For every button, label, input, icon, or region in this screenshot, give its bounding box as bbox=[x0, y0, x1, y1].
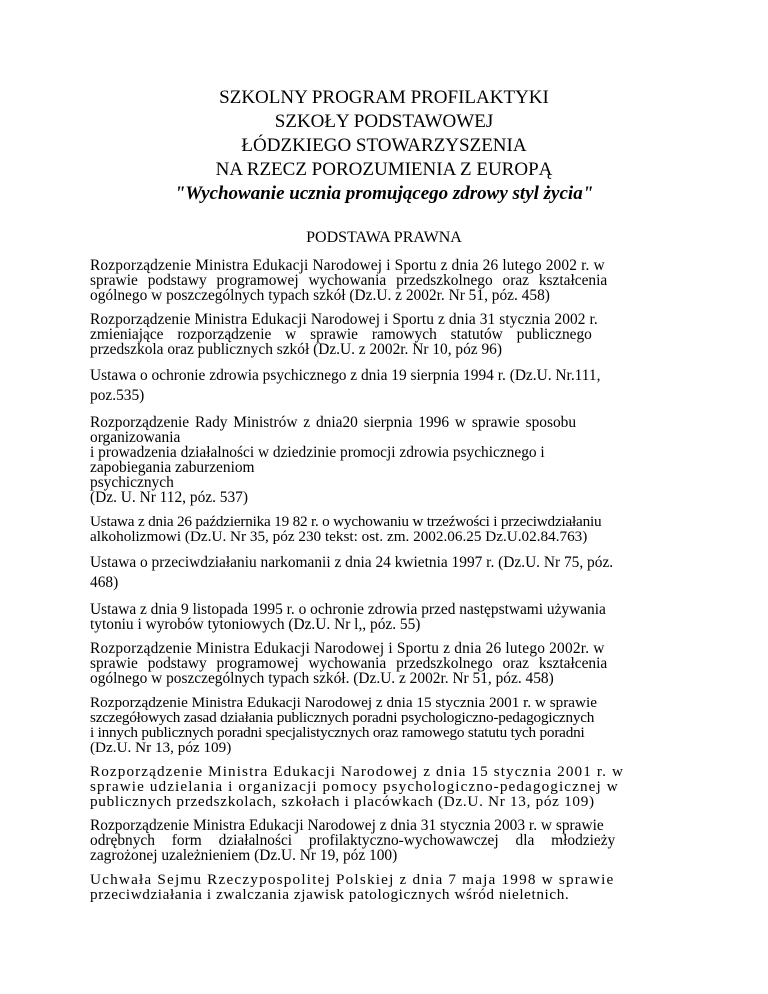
entry-line: przeciwdziałania i zwalczania zjawisk patologicznych wśród nieletnich. bbox=[90, 886, 570, 903]
entry-line: tytoniu i wyrobów tytoniowych (Dz.U. Nr l,, póz. 55) bbox=[90, 616, 421, 633]
document-subtitle: "Wychowanie ucznia promującego zdrowy styl życia" bbox=[174, 183, 594, 204]
entry-line: ogólnego w poszczególnych typach szkół. (Dz.U. z 2002r. Nr 51, póz. 458) bbox=[90, 670, 554, 687]
legal-entry bbox=[90, 818, 698, 863]
entry-line: zapobiegania zaburzeniom bbox=[90, 459, 255, 476]
entry-line: Rozporządzenie Ministra Edukacji Narodowej z dnia 15 stycznia 2001 r. w sprawie bbox=[90, 694, 597, 711]
entry-line: przedszkola oraz publicznych szkół (Dz.U. z 2002r. Nr 10, póz 96) bbox=[90, 341, 502, 358]
entry-line: Rozporządzenie Ministra Edukacji Narodowej i Sportu z dnia 26 lutego 2002 r. w bbox=[90, 257, 605, 274]
entry-line: i innych publicznych poradni specjalistycznych oraz ramowego statutu tych poradni bbox=[90, 724, 585, 741]
entry-line: Ustawa z dnia 26 października 19 82 r. o wychowaniu w trzeźwości i przeciwdziałaniu bbox=[90, 513, 602, 530]
entry-line: 468) bbox=[90, 574, 119, 591]
legal-entry bbox=[90, 872, 698, 902]
title-line-1: SZKOLNY PROGRAM PROFILAKTYKI bbox=[219, 87, 549, 108]
entry-line: psychicznych bbox=[90, 474, 174, 491]
entry-line: Ustawa z dnia 9 listopada 1995 r. o ochronie zdrowia przed następstwami używania bbox=[90, 601, 606, 618]
document-header bbox=[0, 86, 768, 206]
entry-line: Rozporządzenie Ministra Edukacji Narodowej z dnia 15 stycznia 2001 r. w bbox=[90, 763, 625, 780]
entry-line: publicznych przedszkolach, szkołach i placówkach (Dz.U. Nr 13, póz 109) bbox=[90, 793, 595, 810]
entry-line: Rozporządzenie Ministra Edukacji Narodowej i Sportu z dnia 31 stycznia 2002 r. bbox=[90, 311, 598, 328]
legal-entry bbox=[90, 764, 698, 809]
title-line-3: ŁÓDZKIEGO STOWARZYSZENIA bbox=[241, 135, 527, 156]
legal-basis-list bbox=[90, 258, 698, 911]
entry-line: zagrożonej uzależnieniem (Dz.U. Nr 19, póz 100) bbox=[90, 847, 398, 864]
entry-line: (Dz.U. Nr 13, póz 109) bbox=[90, 739, 232, 756]
legal-entry bbox=[90, 602, 698, 632]
legal-entry bbox=[90, 415, 698, 505]
title-line-2: SZKOŁY PODSTAWOWEJ bbox=[274, 111, 494, 132]
section-title: PODSTAWA PRAWNA bbox=[306, 229, 462, 246]
legal-entry bbox=[90, 641, 698, 686]
entry-line: Uchwała Sejmu Rzeczypospolitej Polskiej z dnia 7 maja 1998 w sprawie bbox=[90, 871, 615, 888]
legal-entry bbox=[90, 312, 698, 357]
entry-line: poz.535) bbox=[90, 387, 145, 404]
entry-line: Ustawa o przeciwdziałaniu narkomanii z dnia 24 kwietnia 1997 r. (Dz.U. Nr 75, póz. bbox=[90, 554, 614, 571]
entry-line: sprawie udzielania i organizacji pomocy psychologiczno-pedagogicznej w bbox=[90, 778, 619, 795]
entry-line: (Dz. U. Nr 112, póz. 537) bbox=[90, 489, 249, 506]
legal-entry bbox=[90, 366, 698, 406]
entry-line: sprawie podstawy programowej wychowania przedszkolnego oraz kształcenia bbox=[90, 655, 608, 672]
legal-entry bbox=[90, 514, 698, 544]
entry-line: Rozporządzenie Ministra Edukacji Narodowej z dnia 31 stycznia 2003 r. w sprawie bbox=[90, 817, 604, 834]
title-line-4: NA RZECZ POROZUMIENIA Z EUROPĄ bbox=[215, 159, 553, 180]
entry-line: i prowadzenia działalności w dziedzinie promocji zdrowia psychicznego i bbox=[90, 444, 545, 461]
entry-line: sprawie podstawy programowej wychowania przedszkolnego oraz kształcenia bbox=[90, 272, 608, 289]
legal-entry bbox=[90, 258, 698, 303]
entry-line: odrębnych form działalności profilaktyczno-wychowawczej dla młodzieży bbox=[90, 832, 616, 849]
entry-line: zmieniające rozporządzenie w sprawie ramowych statutów publicznego bbox=[90, 326, 592, 343]
legal-entry bbox=[90, 553, 698, 593]
entry-line: alkoholizmowi (Dz.U. Nr 35, póz 230 tekst: ost. zm. 2002.06.25 Dz.U.02.84.763) bbox=[90, 528, 588, 545]
entry-line: szczegółowych zasad działania publicznych poradni psychologiczno-pedagogicznych bbox=[90, 709, 595, 726]
entry-line: ogólnego w poszczególnych typach szkół (Dz.U. z 2002r. Nr 51, póz. 458) bbox=[90, 287, 550, 304]
legal-entry bbox=[90, 695, 698, 755]
entry-line: Rozporządzenie Ministra Edukacji Narodowej i Sportu z dnia 26 lutego 2002r. w bbox=[90, 640, 605, 657]
entry-line: Ustawa o ochronie zdrowia psychicznego z dnia 19 sierpnia 1994 r. (Dz.U. Nr.111, bbox=[90, 367, 601, 384]
entry-line: Rozporządzenie Rady Ministrów z dnia20 sierpnia 1996 w sprawie sposobu bbox=[90, 414, 577, 431]
entry-line: organizowania bbox=[90, 429, 181, 446]
